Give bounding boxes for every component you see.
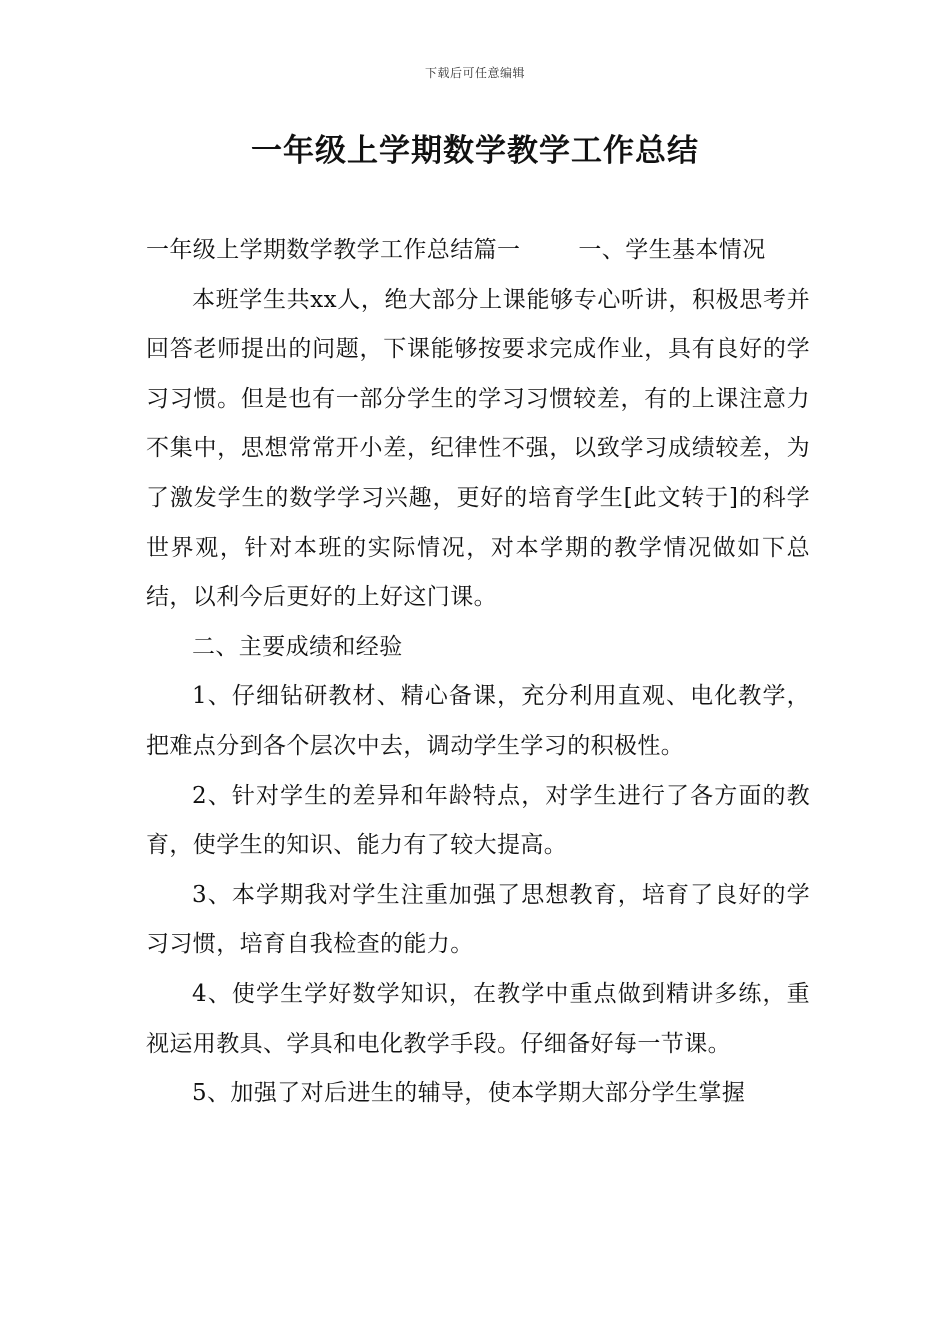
- paragraph-student-situation: 本班学生共xx人，绝大部分上课能够专心听讲，积极思考并回答老师提出的问题，下课能够按要求完成作业，具有良好的学习习惯。但是也有一部分学生的学习习惯较差，有的上课注意力不集中，思想常常开小差，纪律性不强，以致学习成绩较差，为了激发学生的数学学习兴趣，更好的培育学生[此文转于]的科学世界观，针对本班的实际情况，对本学期的教学情况做如下总结，以利今后更好的上好这门课。: [146, 286, 810, 611]
- list-item-1: 1、仔细钻研教材、精心备课，充分利用直观、电化教学，把难点分到各个层次中去，调动学生学习的积极性。: [146, 683, 810, 759]
- list-item-2: 2、针对学生的差异和年龄特点，对学生进行了各方面的教育，使学生的知识、能力有了较大提高。: [146, 782, 810, 859]
- list-item-3: 3、本学期我对学生注重加强了思想教育，培育了良好的学习习惯，培育自我检查的能力。: [146, 881, 810, 958]
- document-body: [146, 226, 810, 1119]
- section-2-heading: 二、主要成绩和经验: [192, 633, 403, 660]
- list-item-4: 4、使学生学好数学知识，在教学中重点做到精讲多练，重视运用教具、学具和电化教学手段。仔细备好每一节课。: [146, 980, 810, 1057]
- intro-paragraph: [146, 226, 810, 276]
- page-header-note: 下载后可任意编辑: [424, 66, 525, 80]
- list-item-5: 5、加强了对后进生的辅导，使本学期大部分学生掌握: [192, 1080, 746, 1107]
- document-title: 一年级上学期数学教学工作总结: [251, 133, 699, 169]
- intro-heading: 一年级上学期数学教学工作总结篇一: [146, 237, 521, 263]
- section-1-heading: 一、学生基本情况: [578, 237, 766, 263]
